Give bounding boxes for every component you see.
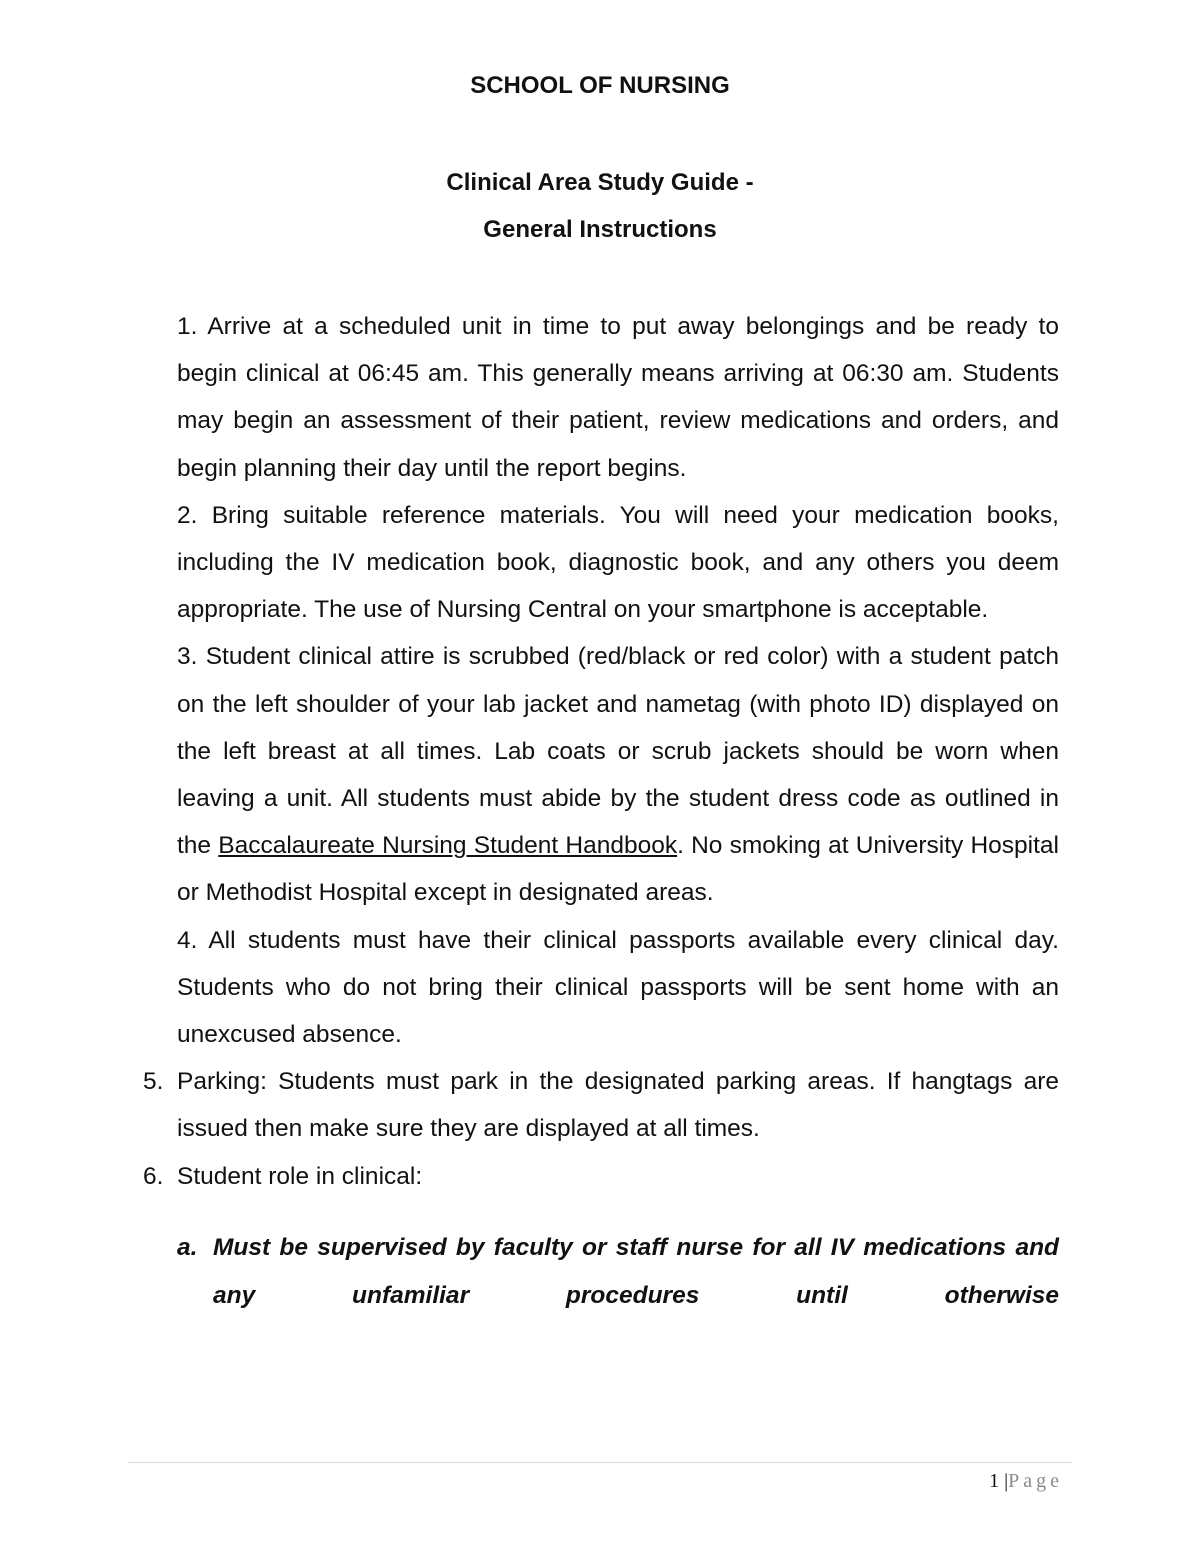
instruction-item-6-number: 6. — [143, 1162, 164, 1190]
instruction-item-5 — [143, 1058, 1059, 1152]
instruction-item-6 — [143, 1153, 1059, 1200]
instruction-item-3-number: 3. — [177, 643, 198, 671]
instruction-item-1-number: 1. — [177, 313, 198, 340]
page-word: Page — [1008, 1470, 1063, 1492]
instruction-item-1-text: Arrive at a scheduled unit in time to put away belongings and be ready to begin clinical at 06:45 am. This generally means arriving at 06:30 am. Students may begin an assessment of their patient, review medications and orders, and begin planning their day until the report begins. — [177, 313, 1059, 482]
instruction-item-2 — [177, 492, 1059, 634]
instruction-item-4 — [177, 917, 1059, 1059]
instruction-item-6-text: Student role in clinical: — [177, 1162, 423, 1190]
instruction-item-4-number: 4. — [177, 926, 198, 954]
instruction-item-2-number: 2. — [177, 501, 198, 529]
instruction-item-4-text: All students must have their clinical passports available every clinical day. Students who do not bring their clinical passports will be sent home with an unexcused absence. — [177, 926, 1059, 1049]
instructions-body — [143, 303, 1059, 1343]
instruction-item-3 — [177, 633, 1059, 916]
handbook-link[interactable]: Baccalaureate Nursing Student Handbook — [218, 832, 678, 860]
page-separator: | — [1004, 1470, 1009, 1492]
instruction-item-6a — [177, 1224, 1059, 1318]
page-number: 1 — [989, 1470, 1000, 1492]
instruction-item-3-text-after: . No smoking at University Hospital or Methodist Hospital except in designated areas. — [177, 832, 1059, 907]
instruction-item-5-text: Parking: Students must park in the designated parking areas. If hangtags are issued then make sure they are displayed at all times. — [177, 1068, 1059, 1143]
instruction-item-5-number: 5. — [143, 1068, 164, 1096]
instruction-item-6a-letter: a. — [177, 1234, 198, 1262]
footer-divider — [128, 1462, 1072, 1463]
general-instructions-title: General Instructions — [483, 216, 717, 243]
instruction-item-2-text: Bring suitable reference materials. You will need your medication books, including the IV medication book, diagnostic book, and any others you deem appropriate. The use of Nursing Central on your smartphone is acceptable. — [177, 501, 1059, 624]
school-heading: SCHOOL OF NURSING — [470, 72, 730, 99]
instruction-item-1 — [177, 303, 1059, 492]
instruction-item-6a-text: Must be supervised by faculty or staff nurse for all IV medications and any unfamiliar procedures until otherwise — [213, 1234, 1059, 1309]
instruction-item-3-text-before: Student clinical attire is scrubbed (red/black or red color) with a student patch on the left shoulder of your lab jacket and nametag (with photo ID) displayed on the left breast at all times. Lab coats or scrub jackets should be worn when leaving a unit. All students must abide by the student dress code as outlined in the — [177, 643, 1059, 860]
page-footer — [989, 1468, 1063, 1494]
study-guide-title: Clinical Area Study Guide - — [446, 169, 754, 196]
